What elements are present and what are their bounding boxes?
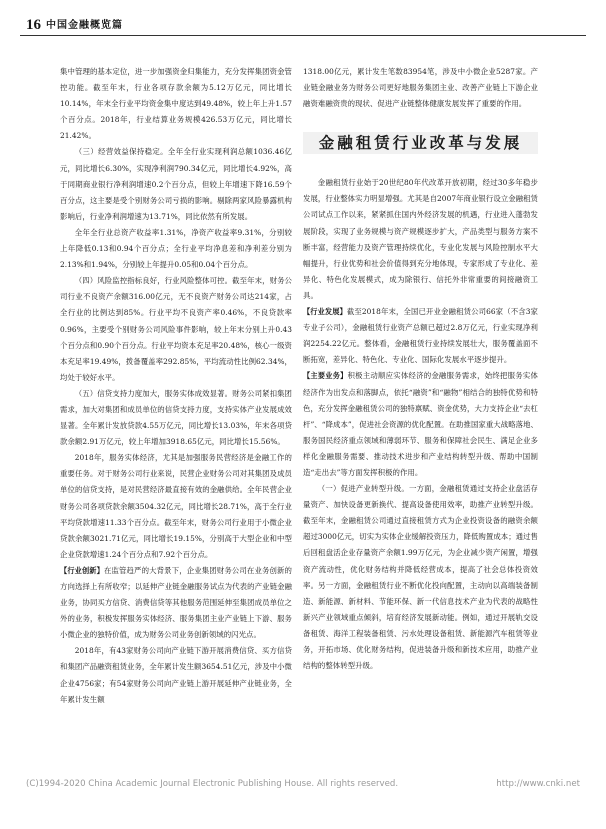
section-tag: 【行业创新】 (60, 565, 104, 575)
paragraph-text: 截至2018年末，全国已开业金融租赁公司66家（不含3家专业子公司），金融租赁行业资产总额已超过2.8万亿元，行业实现净利润2254.22亿元。整体看，金融租赁行业持续发展壮大，服务覆盖面不断拓宽，差异化、特色化、专业化、国际化发展水平逐步提升。 (303, 307, 538, 365)
section-tag: 【行业发展】 (303, 307, 347, 317)
left-column (60, 64, 292, 708)
footer-url[interactable]: http://www.cnki.net (496, 779, 580, 789)
paragraph (60, 563, 292, 643)
paragraph: 金融租赁行业始于20世纪80年代改革开放初期，经过30多年稳步发展，行业整体实力明显增强。尤其是自2007年商业银行设立金融租赁公司试点工作以来，紧紧抓住国内外经济发展的机遇，行业进入蓬勃发展阶段，实现了业务规模与资产规模逐步扩大，产品类型与服务方案不断丰富，经营能力及资产管理持续优化，专业化发展与风险控制水平大幅提升，行业优势和社会价值得到充分地体现，专家形成了专业化、差异化、特色化发展模式，成为除银行、信托外非常重要的间接融资工具。 (303, 178, 538, 300)
running-title: 中国金融概览篇 (46, 20, 123, 31)
footer (26, 778, 580, 790)
section-tag: 【主要业务】 (303, 371, 348, 381)
paragraph: 1318.00亿元，累计发生笔数83954笔，涉及中小微企业5287家。产业链金融业务为财务公司更好地服务集团主业、改善产业链上下游企业融资难融资贵的现状、促进产业链整体健康发展发挥了重要的作用。 (303, 67, 538, 109)
paragraph: （四）风险监控指标良好，行业风险整体可控。截至年末，财务公司行业不良资产余额316.00亿元，无不良资产财务公司达214家，占全行业的比例达到85%。行业平均不良资产率0.46%，不良贷款率0.96%，主要受个别财务公司风险事件影响，较上年末分别上升0.43个百分点和0.90个百分点。行业平均资本充足率20.48%，核心一级资本充足率19.49%，拨备覆盖率292.85%，平均流动性比例62.34%，均处于较好水平。 (60, 276, 292, 382)
paragraph (303, 368, 538, 481)
paragraph: 2018年，有43家财务公司向产业链下游开展消费信贷、买方信贷和集团产品融资租赁业务，全年累计发生额3654.51亿元，涉及中小微企业4756家；有54家财务公司向产业链上游开展延伸产业链业务，全年累计发生额 (60, 646, 292, 704)
paragraph: （一）促进产业转型升级。一方面，金融租赁通过支持企业盘活存量资产、加快设备更新换代、提高设备使用效率，助推产业转型升级。截至年末，金融租赁公司通过直接租赁方式为企业投资设备的融资余额超过3000亿元，切实为实体企业缓解投资压力，降低购置成本；通过售后回租盘活企业存量资产余额1.99万亿元，为企业减少资产闲置，增强资产流动性，优化财务结构并降低经营成本，提高了社会总体投资效率。另一方面，金融租赁行业不断优化投向配置，主动向以高端装备制造、新能源、新材料、节能环保、新一代信息技术产业为代表的战略性新兴产业领域重点倾斜，培育经济发展新动能。例如，通过开展轨交设备租赁、海洋工程装备租赁、污水处理设备租赁、新能源汽车租赁等业务，开拓市场、优化财务结构，促进装备升级和新技术应用，助推产业结构的整体转型升级。 (303, 484, 538, 671)
page-header (20, 16, 586, 36)
paragraph: （五）信贷支持力度加大，服务实体成效显著。财务公司紧扣集团需求，加大对集团和成员单位的信贷支持力度，支持实体产业发展成效显著。全年累计发放贷款4.55万亿元，同比增长13.03%，年末各项贷款余额2.91万亿元，较上年增加3918.65亿元，同比增长15.56%。 (60, 388, 292, 447)
footer-copyright: (C)1994-2020 China Academic Journal Electronic Publishing House. All rights reserved. (26, 779, 399, 789)
paragraph: 2018年，服务实体经济，尤其是加强服务民营经济是金融工作的重要任务。对于财务公司行业来说，民营企业财务公司对其集团及成员单位的信贷支持，是对民营经济最直接有效的金融供给。全年民营企业财务公司各项贷款余额3504.32亿元，同比增长28.71%，高于全行业平均贷款增速11.33个百分点。截至年末，财务公司行业用于小微企业贷款余额3021.71亿元，同比增长19.15%，分别高于大型企业和中型企业贷款增速1.24个百分点和7.92个百分点。 (60, 453, 292, 559)
page-number: 16 (26, 17, 41, 33)
article-title: 金融租赁行业改革与发展 (303, 126, 538, 160)
paragraph-text: 积极主动顺应实体经济的金融服务需求，始终把服务实体经济作为出发点和落脚点，依托“融资”和“融物”相结合的独特优势和特色，充分发挥金融租赁公司的独特禀赋、资金优势，大力支持企业“去杠杆”、“降成本”，促进社会资源的优化配置。在助推国家重大战略落地、服务国民经济重点领域和薄弱环节、服务和保障社会民生、满足企业多样化金融服务需要、推动技术进步和产业结构转型升级、帮助中国制造“走出去”等方面发挥积极的作用。 (303, 371, 538, 477)
paragraph: （三）经营效益保持稳定。全年全行业实现利润总额1036.46亿元，同比增长6.30%，实现净利润790.34亿元，同比增长4.92%，高于同期商业银行净利润增速0.2个百分点，但较上年增速下降16.59个百分点，这主要是受个别财务公司亏损的影响。剔除两家风险暴露机构影响后，行业净利润增速为13.71%，同比依然有所发展。 (60, 147, 292, 221)
right-column (303, 64, 538, 674)
paragraph-text: 在监管趋严的大背景下，企业集团财务公司在业务创新的方向选择上有所收窄；以延伸产业链金融服务试点为代表的产业链金融业务，协同买方信贷、消费信贷等其他服务范围延伸至集团成员单位之外的业务，积极发挥服务实体经济、服务集团主业产业链上下游、服务小微企业的独特价值，成为财务公司业务创新领域的闪光点。 (60, 565, 292, 640)
paragraph (303, 304, 538, 368)
paragraph: 全年全行业总资产收益率1.31%，净资产收益率9.31%，分别较上年降低0.13和0.94个百分点；全行业平均净息差和净利差分别为2.13%和1.94%，分别较上年提升0.05和0.04个百分点。 (60, 227, 292, 270)
paragraph: 集中管理的基本定位，进一步加强资金归集能力，充分发挥集团资金管控功能。截至年末，行业各项存款余额为5.12万亿元，同比增长10.14%，年末全行业平均资金集中度达到49.48%，较上年上升1.57个百分点。2018年，行业结算业务规模426.53万亿元，同比增长21.42%。 (60, 67, 292, 141)
